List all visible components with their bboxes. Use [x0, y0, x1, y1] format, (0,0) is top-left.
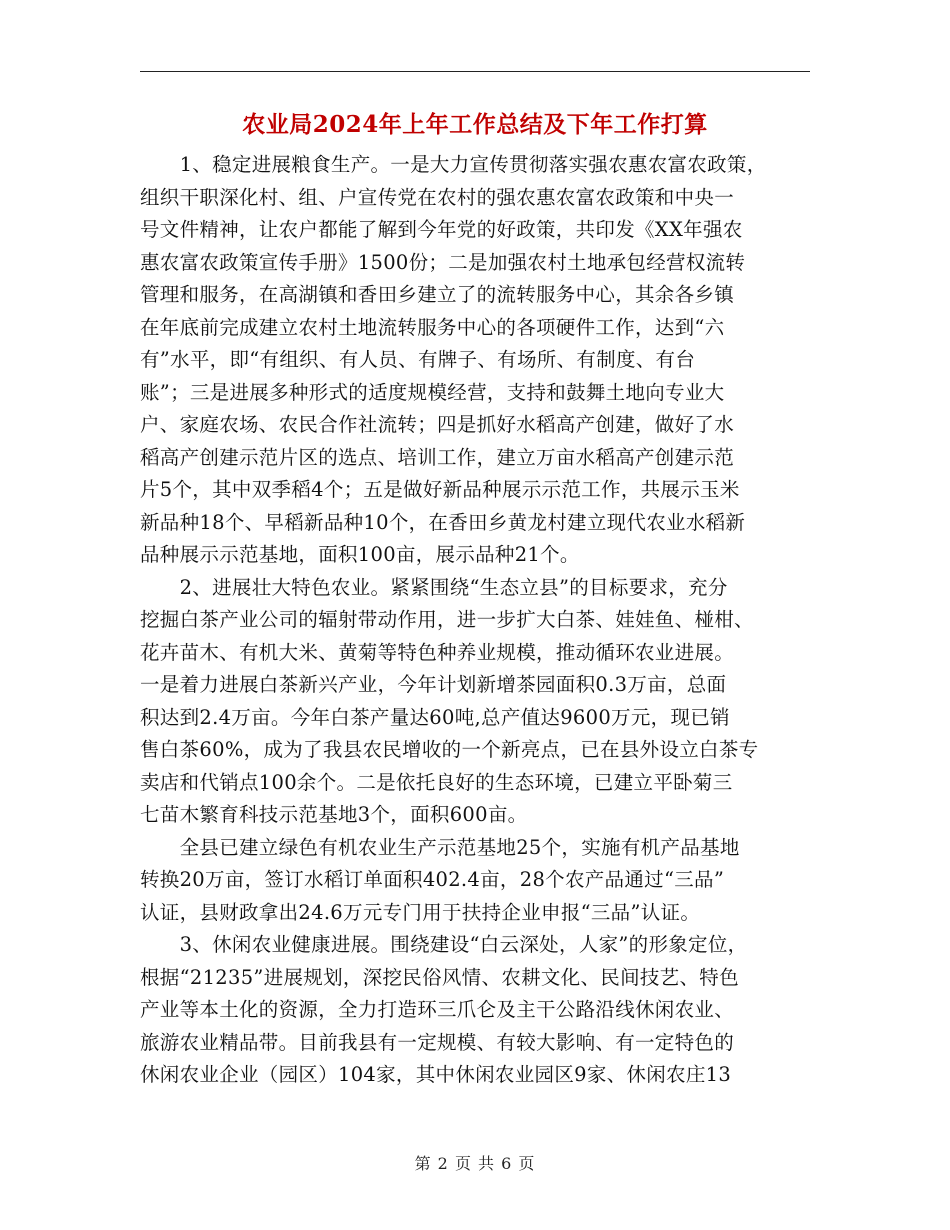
text-line: 号文件精神，让农户都能了解到今年党的好政策，共印发《XX年强农	[140, 218, 743, 241]
text-line: 组织干职深化村、组、户宣传党在农村的强农惠农富农政策和中央一	[140, 185, 735, 209]
text-line: 片5个，其中双季稻4个；五是做好新品种展示示范工作，共展示玉米	[140, 478, 740, 501]
text-line: 惠农富农政策宣传手册》1500份；二是加强农村土地承包经营权流转	[140, 250, 746, 274]
text-line: 认证，县财政拿出24.6万元专门用于扶持企业申报“三品”认证。	[140, 900, 701, 924]
paragraph	[140, 572, 810, 832]
text-line: 旅游农业精品带。目前我县有一定规模、有较大影响、有一定特色的	[140, 1030, 735, 1054]
text-line: 花卉苗木、有机大米、黄菊等特色种养业规模，推动循环农业进展。	[140, 640, 735, 664]
text-line: 根据“21235”进展规划，深挖民俗风情、农耕文化、民间技艺、特色	[140, 965, 739, 989]
text-line: 产业等本土化的资源，全力打造环三爪仑及主干公路沿线休闲农业、	[140, 998, 735, 1021]
text-line: 3、休闲农业健康进展。围绕建设“白云深处，人家”的形象定位，	[140, 933, 748, 956]
text-line: 转换20万亩，签订水稻订单面积402.4亩，28个农产品通过“三品”	[140, 868, 725, 891]
text-line: 挖掘白茶产业公司的辐射带动作用，进一步扩大白茶、娃娃鱼、椪柑、	[140, 608, 754, 631]
text-line: 休闲农业企业（园区）104家，其中休闲农业园区9家、休闲农庄13	[140, 1063, 732, 1086]
text-line: 积达到2.4万亩。今年白茶产量达60吨,总产值达9600万元，现已销	[140, 705, 730, 729]
text-line: 售白茶60%，成为了我县农民增收的一个新亮点，已在县外设立白茶专	[140, 738, 759, 761]
text-line: 品种展示示范基地，面积100亩，展示品种21个。	[140, 543, 580, 566]
text-line: 一是着力进展白茶新兴产业，今年计划新增茶园面积0.3万亩，总面	[140, 673, 727, 696]
text-line: 全县已建立绿色有机农业生产示范基地25个，实施有机产品基地	[140, 835, 740, 859]
text-line: 稻高产创建示范片区的选点、培训工作，建立万亩水稻高产创建示范	[140, 445, 735, 469]
text-line: 在年底前完成建立农村土地流转服务中心的各项硬件工作，达到“六	[140, 315, 725, 339]
paragraph	[140, 929, 810, 1092]
text-line: 新品种18个、早稻新品种10个，在香田乡黄龙村建立现代农业水稻新	[140, 510, 746, 534]
text-line: 1、稳定进展粮食生产。一是大力宣传贯彻落实强农惠农富农政策，	[140, 153, 767, 176]
header-rule	[140, 71, 810, 72]
page-number: 第 2 页 共 6 页	[414, 1154, 536, 1173]
text-line: 管理和服务，在高湖镇和香田乡建立了的流转服务中心，其余各乡镇	[140, 283, 735, 306]
document-body	[140, 149, 810, 1092]
text-line: 2、进展壮大特色农业。紧紧围绕“生态立县”的目标要求，充分	[140, 575, 728, 599]
text-line: 七苗木繁育科技示范基地3个，面积600亩。	[140, 803, 528, 826]
paragraph	[140, 149, 810, 572]
text-line: 户、家庭农场、农民合作社流转；四是抓好水稻高产创建，做好了水	[140, 413, 735, 436]
text-line: 卖店和代销点100余个。二是依托良好的生态环境，已建立平卧菊三	[140, 770, 733, 794]
text-line: 有”水平，即“有组织、有人员、有牌子、有场所、有制度、有台	[140, 348, 696, 371]
document-title: 农业局2024年上年工作总结及下年工作打算	[242, 111, 708, 138]
paragraph	[140, 832, 810, 930]
text-line: 账”；三是进展多种形式的适度规模经营，支持和鼓舞土地向专业大	[140, 380, 725, 404]
